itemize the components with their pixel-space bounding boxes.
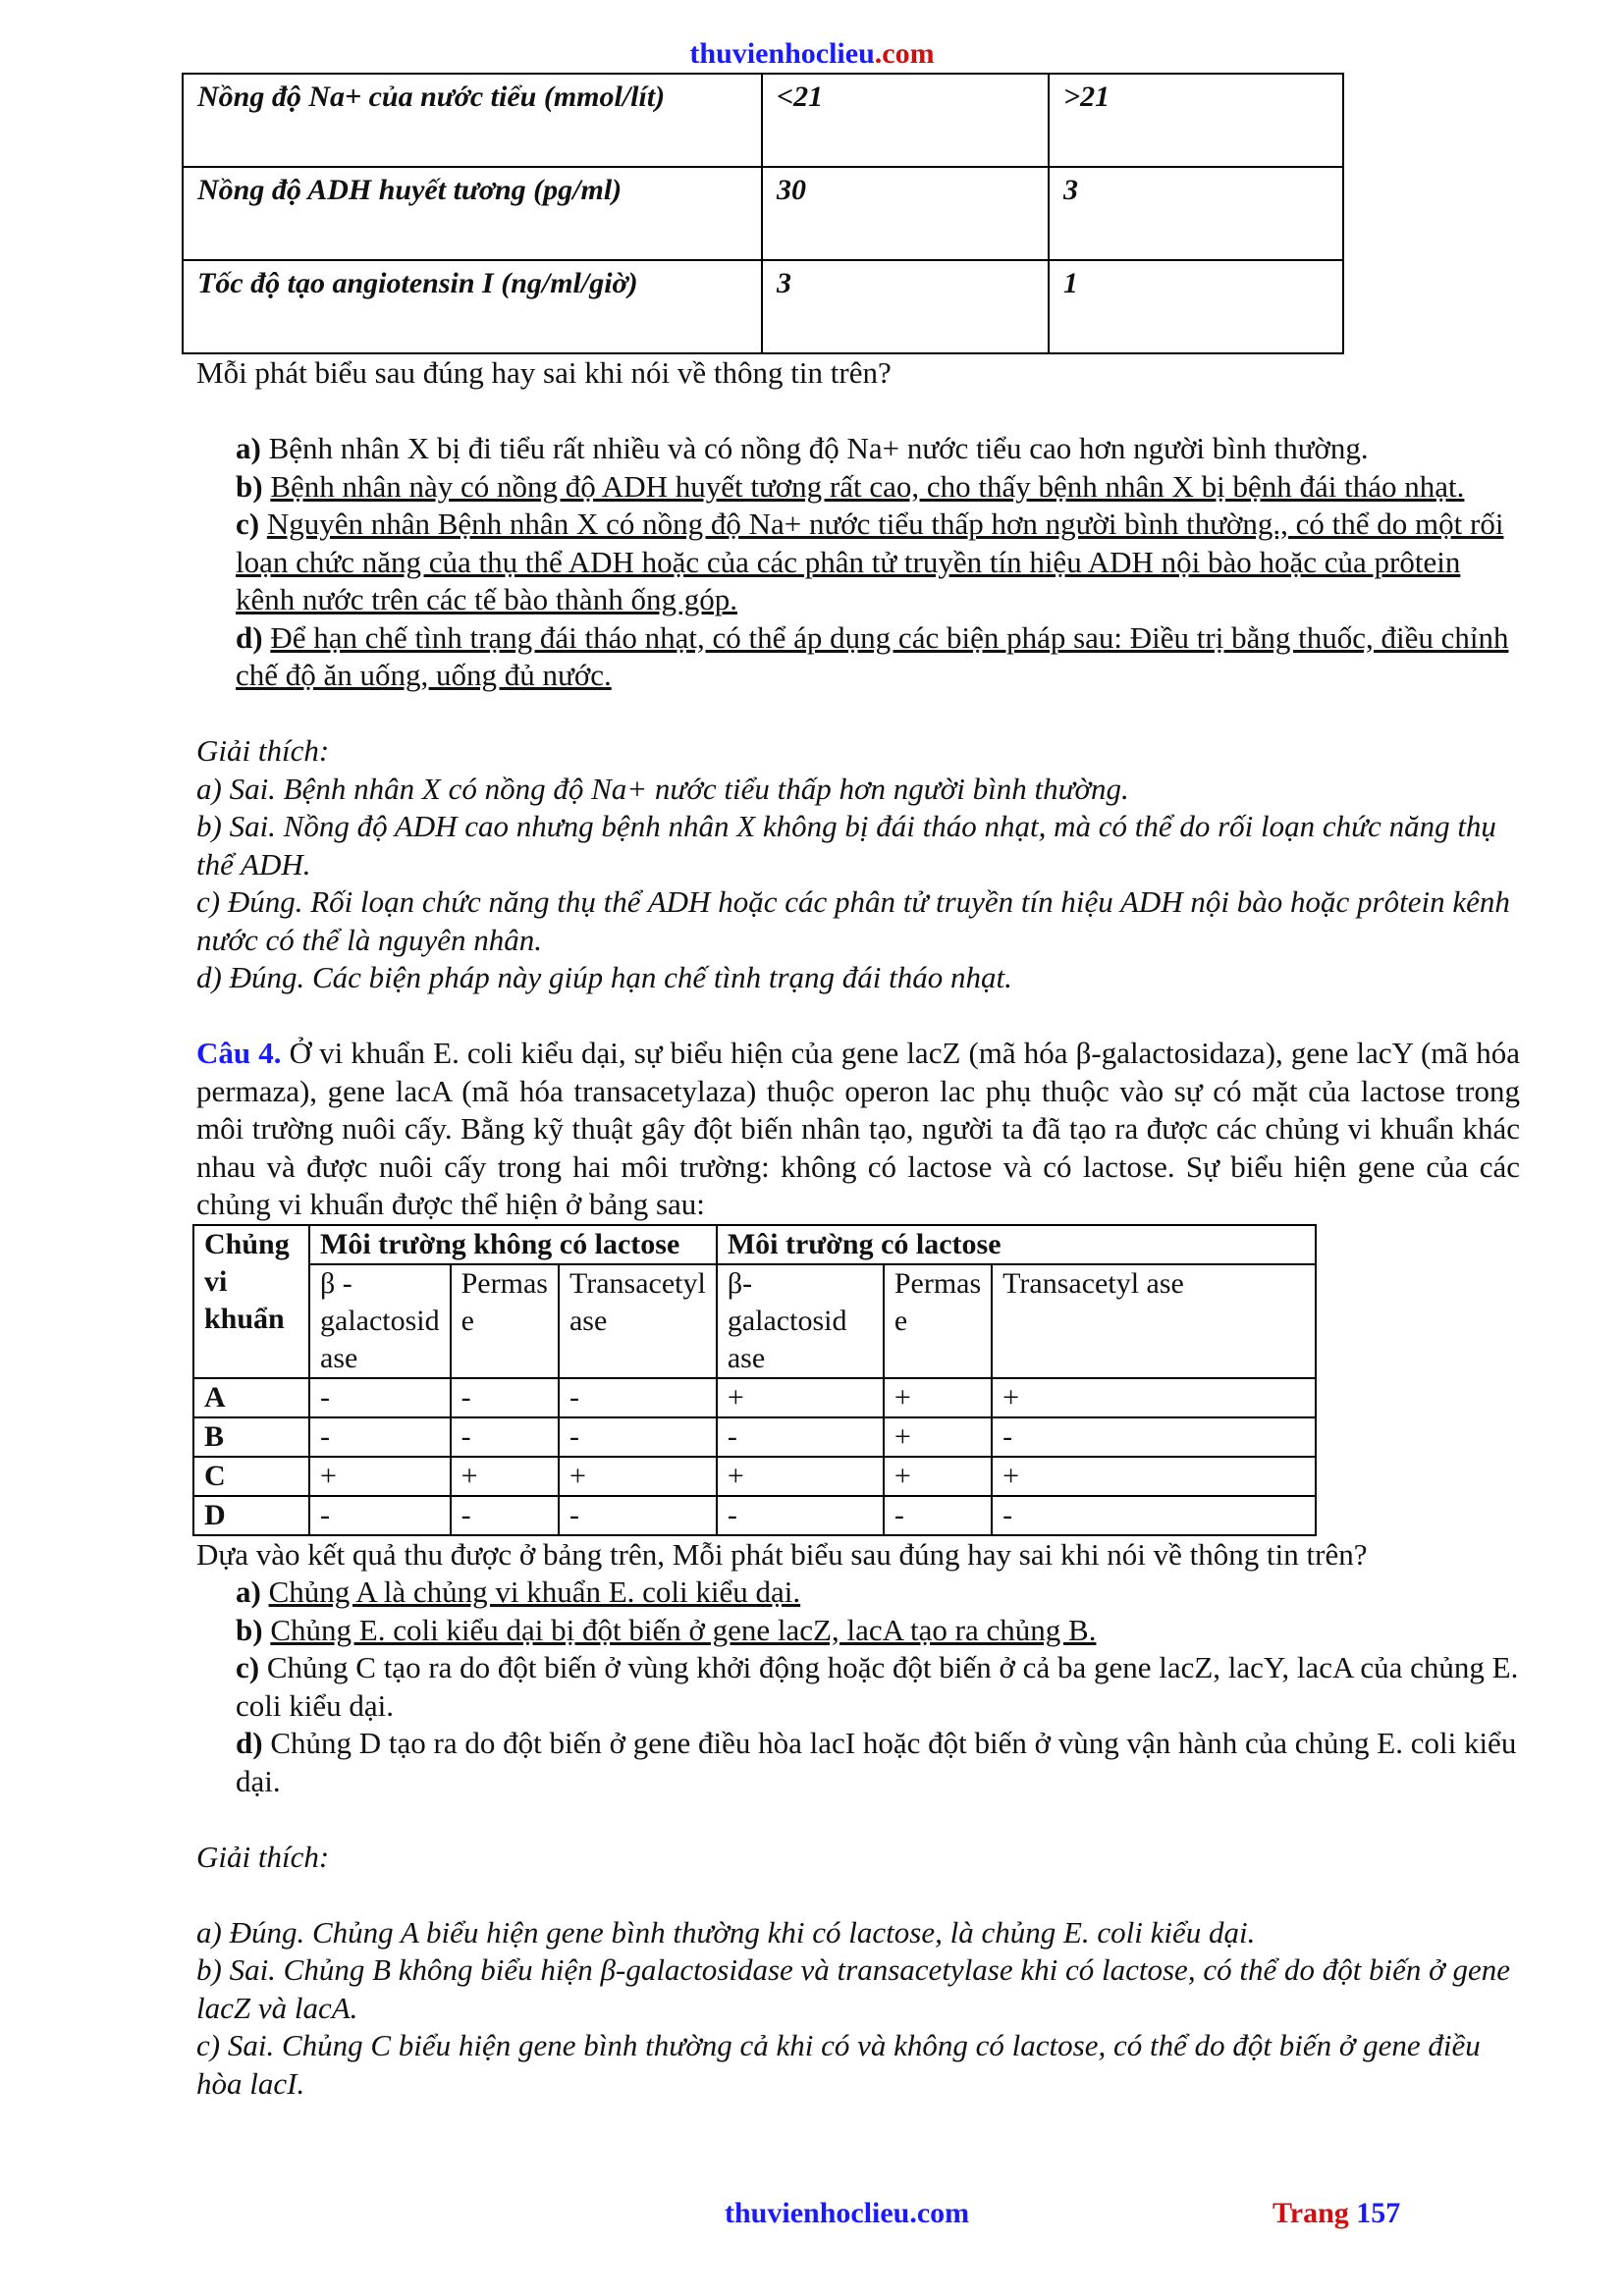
- explanation-c: c) Sai. Chủng C biểu hiện gene bình thường cả khi có và không có lactose, có thể do đột biến ở gene điều hòa lacI.: [196, 2028, 1481, 2101]
- document-body: [196, 73, 1520, 2103]
- table-cell: 1: [1049, 260, 1343, 353]
- table-cell: -: [451, 1378, 559, 1417]
- page-number: Trang 157: [1272, 2197, 1401, 2229]
- strain-label: B: [193, 1417, 309, 1457]
- table-cell: -: [717, 1496, 884, 1535]
- lac-operon-table: [192, 1224, 1317, 1536]
- column-header-lactose: Môi trường có lactose: [717, 1225, 1316, 1264]
- table-cell: -: [309, 1378, 451, 1417]
- table-cell: +: [309, 1457, 451, 1496]
- explanation-c: c) Đúng. Rối loạn chức năng thụ thể ADH hoặc các phân tử truyền tín hiệu ADH nội bào hoặc prôtein kênh nước có thể là nguyên nhân.: [196, 884, 1510, 957]
- statement-d: d) Chủng D tạo ra do đột biến ở gene điều hòa lacI hoặc đột biến ở vùng vận hành của chủng E. coli kiểu dại.: [236, 1726, 1517, 1798]
- table-cell: -: [451, 1496, 559, 1535]
- strain-label: D: [193, 1496, 309, 1535]
- table-cell: >21: [1049, 74, 1343, 167]
- question-4-intro: Câu 4. Ở vi khuẩn E. coli kiểu dại, sự biểu hiện của gene lacZ (mã hóa β-galactosidaza), gene lacY (mã hóa permaza), gene lacA (mã hóa transacetylaza) thuộc operon lac phụ thuộc vào sự có mặt của lactose trong môi trường nuôi cấy. Bằng kỹ thuật gây đột biến nhân tạo, người ta đã tạo ra được các chủng vi khuẩn khác nhau và được nuôi cấy trong hai môi trường: không có lactose và có lactose. Sự biểu hiện gene của các chủng vi khuẩn được thể hiện ở bảng sau:: [196, 1036, 1520, 1221]
- subheader-cell: Permas e: [884, 1264, 992, 1378]
- table-cell: 30: [762, 167, 1049, 260]
- table-cell: +: [717, 1457, 884, 1496]
- subheader-cell: Transacetyl ase: [992, 1264, 1316, 1378]
- statement-b: b) Bệnh nhân này có nồng độ ADH huyết tương rất cao, cho thấy bệnh nhân X bị bệnh đái tháo nhạt.: [236, 468, 1465, 504]
- table-cell: -: [717, 1417, 884, 1457]
- table-row: [183, 260, 1343, 353]
- header-site-name[interactable]: [0, 37, 1624, 71]
- table-cell: -: [559, 1378, 717, 1417]
- table-cell: +: [884, 1417, 992, 1457]
- table-cell: <21: [762, 74, 1049, 167]
- explanation-b: b) Sai. Nồng độ ADH cao nhưng bệnh nhân X không bị đái tháo nhạt, mà có thể do rối loạn chức năng thụ thể ADH.: [196, 809, 1496, 881]
- statement-a: a) Chủng A là chủng vi khuẩn E. coli kiểu dại.: [236, 1575, 801, 1609]
- explanation-title: Giải thích:: [196, 1839, 330, 1874]
- table-cell: Nồng độ ADH huyết tương (pg/ml): [183, 167, 762, 260]
- statement-b: b) Chủng E. coli kiểu dại bị đột biến ở gene lacZ, lacA tạo ra chủng B.: [236, 1612, 1097, 1647]
- table-cell: -: [309, 1417, 451, 1457]
- table-cell: Nồng độ Na+ của nước tiểu (mmol/lít): [183, 74, 762, 167]
- explanation-b: b) Sai. Chủng B không biểu hiện β-galactosidase và transacetylase khi có lactose, có thể do đột biến ở gene lacZ và lacA.: [196, 1952, 1510, 2025]
- column-header-no-lactose: Môi trường không có lactose: [309, 1225, 717, 1264]
- site-name: thuvienhoclieu: [689, 37, 875, 70]
- table-row: [193, 1378, 1316, 1417]
- statement-a: a) Bệnh nhân X bị đi tiểu rất nhiều và có nồng độ Na+ nước tiểu cao hơn người bình thường.: [236, 431, 1369, 465]
- explanation-a: a) Đúng. Chủng A biểu hiện gene bình thường khi có lactose, là chủng E. coli kiểu dại.: [196, 1914, 1256, 1949]
- statement-c: c) Chủng C tạo ra do đột biến ở vùng khởi động hoặc đột biến ở cả ba gene lacZ, lacY, lacA của chủng E. coli kiểu dại.: [236, 1650, 1519, 1723]
- table-cell: +: [451, 1457, 559, 1496]
- table-cell: -: [992, 1496, 1316, 1535]
- table-cell: +: [992, 1378, 1316, 1417]
- clinical-data-table: [182, 73, 1344, 354]
- table-cell: -: [559, 1417, 717, 1457]
- table-cell: -: [884, 1496, 992, 1535]
- table-row: [183, 167, 1343, 260]
- table-row: [193, 1417, 1316, 1457]
- subheader-cell: Permas e: [451, 1264, 559, 1378]
- explanation-a: a) Sai. Bệnh nhân X có nồng độ Na+ nước tiểu thấp hơn người bình thường.: [196, 771, 1129, 806]
- column-header-strain: Chủng vi khuẩn: [193, 1225, 309, 1378]
- statement-d: d) Để hạn chế tình trạng đái tháo nhạt, có thể áp dụng các biện pháp sau: Điều trị bằng thuốc, điều chỉnh chế độ ăn uống, uống đủ nước.: [236, 619, 1509, 692]
- footer-site-link[interactable]: thuvienhoclieu.com: [725, 2197, 970, 2229]
- table-cell: Tốc độ tạo angiotensin I (ng/ml/giờ): [183, 260, 762, 353]
- strain-label: C: [193, 1457, 309, 1496]
- question-prompt: Dựa vào kết quả thu được ở bảng trên, Mỗi phát biểu sau đúng hay sai khi nói về thông tin trên?: [196, 1536, 1368, 1572]
- subheader-cell: β- galactosid ase: [717, 1264, 884, 1378]
- table-cell: -: [992, 1417, 1316, 1457]
- table-cell: -: [309, 1496, 451, 1535]
- table-row: [193, 1457, 1316, 1496]
- table-cell: 3: [1049, 167, 1343, 260]
- table-cell: 3: [762, 260, 1049, 353]
- table-cell: +: [992, 1457, 1316, 1496]
- subheader-cell: β - galactosid ase: [309, 1264, 451, 1378]
- strain-label: A: [193, 1378, 309, 1417]
- table-row: [193, 1496, 1316, 1535]
- explanation-title: Giải thích:: [196, 733, 330, 768]
- table-cell: -: [559, 1496, 717, 1535]
- table-subheader-row: [193, 1264, 1316, 1378]
- site-tld: .com: [874, 37, 935, 70]
- explanation-d: d) Đúng. Các biện pháp này giúp hạn chế tình trạng đái tháo nhạt.: [196, 960, 1012, 994]
- table-cell: +: [717, 1378, 884, 1417]
- table-cell: -: [451, 1417, 559, 1457]
- table-cell: +: [884, 1457, 992, 1496]
- table-row: [183, 74, 1343, 167]
- subheader-cell: Transacetyl ase: [559, 1264, 717, 1378]
- table-header-row: [193, 1225, 1316, 1264]
- statement-c: c) Nguyên nhân Bệnh nhân X có nồng độ Na+ nước tiểu thấp hơn người bình thường., có thể do một rối loạn chức năng của thụ thể ADH hoặc của các phân tử truyền tín hiệu ADH nội bào hoặc của prôtein kênh nước trên các tế bào thành ống góp.: [236, 507, 1504, 616]
- table-cell: +: [884, 1378, 992, 1417]
- table-cell: +: [559, 1457, 717, 1496]
- question-prompt: Mỗi phát biểu sau đúng hay sai khi nói về thông tin trên?: [196, 355, 892, 390]
